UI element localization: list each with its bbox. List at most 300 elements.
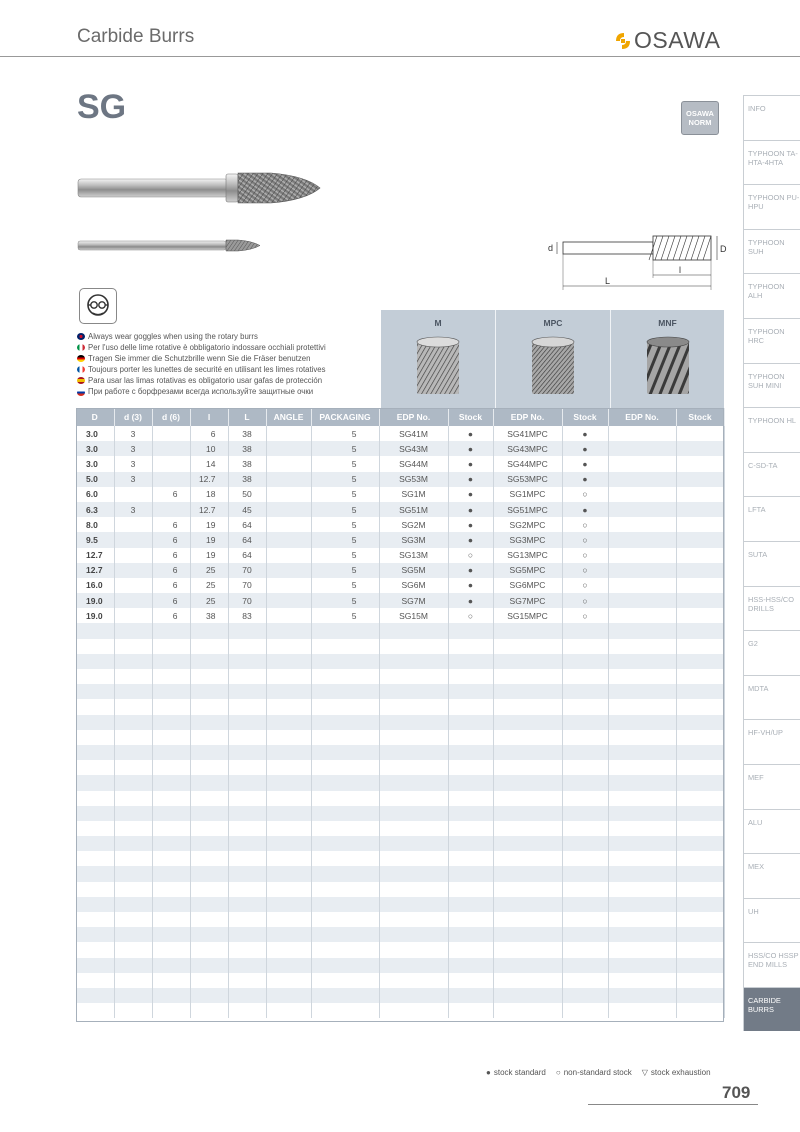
cell-edp-mpc <box>493 851 562 866</box>
cell-stock-m: ● <box>448 472 493 487</box>
cell-edp-mnf <box>608 669 676 684</box>
table-row <box>76 836 724 851</box>
cell-edp-mnf <box>608 487 676 502</box>
cell-stock-mpc: ● <box>562 441 608 456</box>
cell-packaging: 5 <box>311 532 379 547</box>
cell-angle <box>266 502 311 517</box>
cell-edp-m <box>379 684 448 699</box>
col-header-packaging: PACKAGING <box>311 408 379 426</box>
cell-stock-mnf <box>676 699 724 714</box>
cell-stock-m: ● <box>448 578 493 593</box>
cell-L: 64 <box>228 517 266 532</box>
sidebar-tab-label: HF-VH/UP <box>748 728 783 738</box>
cell-edp-mnf <box>608 927 676 942</box>
cell-edp-m: SG3M <box>379 532 448 547</box>
sidebar-tab-label: MDTA <box>748 683 769 693</box>
cell-L <box>228 821 266 836</box>
cell-L: 38 <box>228 456 266 471</box>
cell-stock-mpc: ○ <box>562 608 608 623</box>
brand-name: OSAWA <box>634 27 721 53</box>
table-row <box>76 912 724 927</box>
table-row <box>76 730 724 745</box>
cell-L <box>228 654 266 669</box>
cell-packaging <box>311 927 379 942</box>
cell-d3 <box>114 532 152 547</box>
cell-packaging <box>311 669 379 684</box>
cell-edp-mnf <box>608 821 676 836</box>
cell-edp-m: SG44M <box>379 456 448 471</box>
cell-angle <box>266 897 311 912</box>
cell-d: 19.0 <box>76 593 114 608</box>
cell-stock-mpc <box>562 973 608 988</box>
burr-small-image <box>76 236 261 254</box>
cell-stock-m <box>448 851 493 866</box>
cell-stock-mnf <box>676 684 724 699</box>
sidebar-tab-label: MEX <box>748 862 765 872</box>
cell-d6 <box>152 639 190 654</box>
cell-d6: 6 <box>152 593 190 608</box>
sidebar-tab-label: UH <box>748 906 759 916</box>
cell-angle <box>266 851 311 866</box>
cell-angle <box>266 791 311 806</box>
cell-l: 19 <box>190 532 228 547</box>
cell-stock-mnf <box>676 851 724 866</box>
warning-text: Para usar las limas rotativas es obligatorio usar gafas de protección <box>88 376 323 386</box>
col-header-edp-mnf: EDP No. <box>608 408 676 426</box>
cell-l <box>190 791 228 806</box>
cell-d6 <box>152 927 190 942</box>
cell-d6 <box>152 851 190 866</box>
cell-angle <box>266 608 311 623</box>
cell-stock-mnf <box>676 593 724 608</box>
cell-stock-mnf <box>676 472 724 487</box>
cell-stock-mpc: ● <box>562 472 608 487</box>
cell-stock-m: ● <box>448 456 493 471</box>
cell-l: 19 <box>190 517 228 532</box>
cell-stock-mpc: ● <box>562 426 608 441</box>
cell-d3 <box>114 563 152 578</box>
cell-packaging <box>311 973 379 988</box>
cell-stock-mnf <box>676 715 724 730</box>
cell-d6 <box>152 973 190 988</box>
cell-L: 64 <box>228 532 266 547</box>
cell-L <box>228 806 266 821</box>
sidebar-tab-label: LFTA <box>748 505 766 515</box>
cell-d3 <box>114 730 152 745</box>
cell-edp-mpc <box>493 760 562 775</box>
cell-edp-mnf <box>608 639 676 654</box>
cell-d <box>76 730 114 745</box>
cell-stock-m <box>448 897 493 912</box>
cell-edp-m <box>379 866 448 881</box>
cell-stock-mpc <box>562 988 608 1003</box>
cell-d3 <box>114 958 152 973</box>
cell-d6 <box>152 821 190 836</box>
cell-stock-mpc <box>562 866 608 881</box>
sidebar-tab[interactable] <box>743 586 800 631</box>
cell-l <box>190 654 228 669</box>
sidebar-tab[interactable] <box>743 942 800 987</box>
cell-stock-m <box>448 791 493 806</box>
cell-angle <box>266 623 311 638</box>
cell-stock-mpc <box>562 927 608 942</box>
cell-l: 25 <box>190 593 228 608</box>
sidebar-tab[interactable] <box>743 407 800 452</box>
table-row <box>76 532 724 547</box>
cell-d <box>76 973 114 988</box>
table-row <box>76 775 724 790</box>
sidebar-tab[interactable] <box>743 318 800 363</box>
cell-edp-mpc: SG41MPC <box>493 426 562 441</box>
table-row <box>76 791 724 806</box>
sidebar-tab[interactable] <box>743 363 800 408</box>
cell-d3 <box>114 942 152 957</box>
cell-L <box>228 958 266 973</box>
cell-stock-mnf <box>676 639 724 654</box>
cell-l: 12.7 <box>190 502 228 517</box>
cell-packaging: 5 <box>311 608 379 623</box>
sidebar-tab[interactable] <box>743 184 800 229</box>
cell-stock-mpc <box>562 882 608 897</box>
cell-d3 <box>114 897 152 912</box>
cell-packaging <box>311 882 379 897</box>
cell-l <box>190 760 228 775</box>
cell-d3: 3 <box>114 472 152 487</box>
cell-edp-mpc <box>493 1003 562 1018</box>
cell-d3 <box>114 517 152 532</box>
cell-angle <box>266 836 311 851</box>
cell-stock-mnf <box>676 669 724 684</box>
cell-stock-mpc <box>562 897 608 912</box>
cell-l <box>190 973 228 988</box>
cell-d3 <box>114 699 152 714</box>
cell-stock-mnf <box>676 988 724 1003</box>
cell-edp-mnf <box>608 942 676 957</box>
cell-d6: 6 <box>152 517 190 532</box>
cell-stock-mnf <box>676 578 724 593</box>
cell-edp-mnf <box>608 623 676 638</box>
cell-L <box>228 897 266 912</box>
sidebar-tab[interactable] <box>743 809 800 854</box>
cell-edp-mpc <box>493 806 562 821</box>
sidebar-tab-label: TYPHOON PU-HPU <box>748 193 800 212</box>
cell-edp-mnf <box>608 806 676 821</box>
table-row <box>76 548 724 563</box>
cell-d: 3.0 <box>76 441 114 456</box>
cell-stock-mpc: ○ <box>562 563 608 578</box>
cell-d6 <box>152 942 190 957</box>
cell-packaging: 5 <box>311 441 379 456</box>
table-row <box>76 897 724 912</box>
cell-packaging <box>311 821 379 836</box>
cell-d3 <box>114 973 152 988</box>
cut-m-image <box>413 336 463 396</box>
cell-edp-m <box>379 912 448 927</box>
cell-stock-m <box>448 623 493 638</box>
cell-stock-mnf <box>676 791 724 806</box>
cell-edp-mpc: SG44MPC <box>493 456 562 471</box>
header-divider <box>0 56 800 57</box>
cell-d6 <box>152 745 190 760</box>
cell-packaging <box>311 866 379 881</box>
col-header-d6: d (6) <box>152 408 190 426</box>
sidebar-tab-label: HSS-HSS/CO DRILLS <box>748 594 794 613</box>
sidebar-tab[interactable] <box>743 853 800 898</box>
table-row <box>76 745 724 760</box>
cell-packaging: 5 <box>311 517 379 532</box>
cell-L: 70 <box>228 563 266 578</box>
cell-stock-mpc <box>562 654 608 669</box>
cell-stock-m: ● <box>448 426 493 441</box>
material-label: M <box>434 318 442 328</box>
sidebar-tab[interactable] <box>743 719 800 764</box>
cell-packaging: 5 <box>311 563 379 578</box>
dim-label-D: D <box>720 244 727 254</box>
cell-d3 <box>114 639 152 654</box>
cell-L <box>228 760 266 775</box>
sidebar-tab[interactable] <box>743 496 800 541</box>
cell-d <box>76 866 114 881</box>
table-row <box>76 456 724 471</box>
cell-edp-mpc: SG13MPC <box>493 548 562 563</box>
cell-edp-mnf <box>608 866 676 881</box>
sidebar-tab[interactable] <box>743 898 800 943</box>
cell-stock-m <box>448 654 493 669</box>
cell-d6 <box>152 730 190 745</box>
sidebar-tab[interactable] <box>743 95 800 140</box>
cell-stock-mpc <box>562 806 608 821</box>
cell-d3 <box>114 578 152 593</box>
cell-edp-mnf <box>608 730 676 745</box>
warning-text: Tragen Sie immer die Schutzbrille wenn Sie die Fräser benutzen <box>88 354 311 364</box>
product-table <box>76 408 725 1018</box>
cell-angle <box>266 821 311 836</box>
cell-edp-mnf <box>608 699 676 714</box>
cell-d6 <box>152 456 190 471</box>
dimension-drawing <box>545 228 730 293</box>
material-mnf <box>610 310 724 408</box>
sidebar-tab[interactable] <box>743 630 800 675</box>
cell-packaging <box>311 791 379 806</box>
cell-edp-mnf <box>608 897 676 912</box>
cell-packaging <box>311 745 379 760</box>
cell-edp-mpc <box>493 669 562 684</box>
cell-packaging <box>311 684 379 699</box>
sidebar-tab-label: TYPHOON HL <box>748 416 797 426</box>
cell-d6 <box>152 426 190 441</box>
osawa-norm-badge <box>681 101 719 135</box>
cell-stock-mpc: ○ <box>562 487 608 502</box>
cell-d6 <box>152 699 190 714</box>
cell-edp-mpc <box>493 927 562 942</box>
table-row <box>76 441 724 456</box>
cell-edp-mnf <box>608 973 676 988</box>
product-code: SG <box>77 88 127 126</box>
cell-d3 <box>114 988 152 1003</box>
cell-angle <box>266 882 311 897</box>
cell-stock-mpc <box>562 684 608 699</box>
cell-stock-mnf <box>676 608 724 623</box>
table-row <box>76 654 724 669</box>
cell-stock-mpc: ○ <box>562 593 608 608</box>
col-header-edp-mpc: EDP No. <box>493 408 562 426</box>
warning-text: При работе с борфрезами всегда используйте защитные очки <box>88 387 314 397</box>
cell-d3 <box>114 791 152 806</box>
material-label: MPC <box>543 318 563 328</box>
cell-d3 <box>114 775 152 790</box>
sidebar-tab[interactable] <box>743 541 800 586</box>
cell-angle <box>266 517 311 532</box>
cell-l <box>190 623 228 638</box>
cell-d3 <box>114 487 152 502</box>
cell-d3 <box>114 806 152 821</box>
cell-d <box>76 988 114 1003</box>
warning-text: Toujours porter les lunettes de securité en utilisant les limes rotatives <box>88 365 326 375</box>
cell-L: 38 <box>228 426 266 441</box>
cell-stock-m <box>448 958 493 973</box>
sidebar-tab[interactable] <box>743 452 800 497</box>
cell-edp-mpc <box>493 958 562 973</box>
cell-stock-m: ○ <box>448 608 493 623</box>
table-row <box>76 851 724 866</box>
cell-stock-mnf <box>676 775 724 790</box>
cell-d6 <box>152 958 190 973</box>
cell-d <box>76 942 114 957</box>
cell-edp-m <box>379 882 448 897</box>
cell-d3 <box>114 745 152 760</box>
cell-stock-mnf <box>676 1003 724 1018</box>
col-header-stock-mnf: Stock <box>676 408 724 426</box>
table-row <box>76 669 724 684</box>
cell-stock-mnf <box>676 821 724 836</box>
cell-angle <box>266 866 311 881</box>
cell-edp-m: SG51M <box>379 502 448 517</box>
cell-d3 <box>114 927 152 942</box>
cell-packaging <box>311 942 379 957</box>
cell-edp-mpc <box>493 775 562 790</box>
cell-d <box>76 897 114 912</box>
cell-d: 5.0 <box>76 472 114 487</box>
sidebar-tab[interactable] <box>743 140 800 185</box>
cell-edp-mpc <box>493 836 562 851</box>
cell-edp-m: SG43M <box>379 441 448 456</box>
table-row <box>76 760 724 775</box>
table-row <box>76 806 724 821</box>
cell-d3 <box>114 866 152 881</box>
material-header <box>381 310 724 408</box>
cell-stock-mnf <box>676 441 724 456</box>
warning-it <box>77 342 326 353</box>
cell-stock-mnf <box>676 548 724 563</box>
cell-d6 <box>152 472 190 487</box>
table-row <box>76 958 724 973</box>
cell-d: 12.7 <box>76 563 114 578</box>
cell-d6 <box>152 775 190 790</box>
cell-edp-mpc: SG53MPC <box>493 472 562 487</box>
sidebar-tab[interactable] <box>743 675 800 720</box>
cell-d <box>76 836 114 851</box>
cell-edp-m <box>379 654 448 669</box>
cell-d3: 3 <box>114 441 152 456</box>
cell-edp-mnf <box>608 745 676 760</box>
cell-L <box>228 775 266 790</box>
cell-packaging <box>311 851 379 866</box>
cell-stock-m: ● <box>448 563 493 578</box>
cell-d6: 6 <box>152 487 190 502</box>
cell-edp-m: SG5M <box>379 563 448 578</box>
sidebar-tab[interactable] <box>743 764 800 809</box>
cell-stock-mpc <box>562 699 608 714</box>
dim-label-L: L <box>605 276 611 286</box>
cell-d6 <box>152 1003 190 1018</box>
cell-angle <box>266 760 311 775</box>
cell-stock-mpc <box>562 958 608 973</box>
sidebar-tab[interactable] <box>743 229 800 274</box>
cell-angle <box>266 654 311 669</box>
cell-edp-mnf <box>608 1003 676 1018</box>
sidebar-tab-label: TYPHOON SUH MINI <box>748 371 785 390</box>
cell-angle <box>266 699 311 714</box>
cell-stock-mnf <box>676 745 724 760</box>
col-header-stock-mpc: Stock <box>562 408 608 426</box>
table-row <box>76 715 724 730</box>
sidebar-tab[interactable] <box>743 987 800 1032</box>
cell-stock-mpc <box>562 775 608 790</box>
cell-stock-m: ● <box>448 593 493 608</box>
cell-edp-m <box>379 806 448 821</box>
cell-packaging <box>311 639 379 654</box>
cell-l <box>190 1003 228 1018</box>
cell-d3 <box>114 715 152 730</box>
cell-stock-m <box>448 821 493 836</box>
table-row <box>76 623 724 638</box>
cell-edp-m: SG15M <box>379 608 448 623</box>
cell-edp-mnf <box>608 441 676 456</box>
cell-angle <box>266 548 311 563</box>
sidebar-tab-label: TYPHOON HRC <box>748 326 785 345</box>
cell-d <box>76 760 114 775</box>
sidebar-tab[interactable] <box>743 273 800 318</box>
cell-stock-mnf <box>676 897 724 912</box>
flag-russia-icon <box>77 389 85 396</box>
cell-d3: 3 <box>114 426 152 441</box>
cell-d3 <box>114 836 152 851</box>
cell-edp-mnf <box>608 426 676 441</box>
cell-d <box>76 851 114 866</box>
sidebar-tab-label: HSS/CO HSSP END MILLS <box>748 951 799 970</box>
table-row <box>76 1003 724 1018</box>
legend-text: stock exhaustion <box>650 1068 711 1077</box>
sidebar-tab-label: SUTA <box>748 549 768 559</box>
cell-angle <box>266 593 311 608</box>
cell-l <box>190 988 228 1003</box>
cell-angle <box>266 730 311 745</box>
cell-angle <box>266 973 311 988</box>
cell-stock-m <box>448 882 493 897</box>
cell-edp-m <box>379 897 448 912</box>
cell-l <box>190 821 228 836</box>
warning-text: Per l'uso delle lime rotative è obbligatorio indossare occhiali protettivi <box>88 343 326 353</box>
cell-d: 19.0 <box>76 608 114 623</box>
cell-edp-m <box>379 821 448 836</box>
cell-angle <box>266 426 311 441</box>
cell-l: 25 <box>190 578 228 593</box>
cell-edp-mpc <box>493 882 562 897</box>
cell-packaging: 5 <box>311 487 379 502</box>
cell-edp-mnf <box>608 563 676 578</box>
cell-L <box>228 791 266 806</box>
cell-d3 <box>114 1003 152 1018</box>
